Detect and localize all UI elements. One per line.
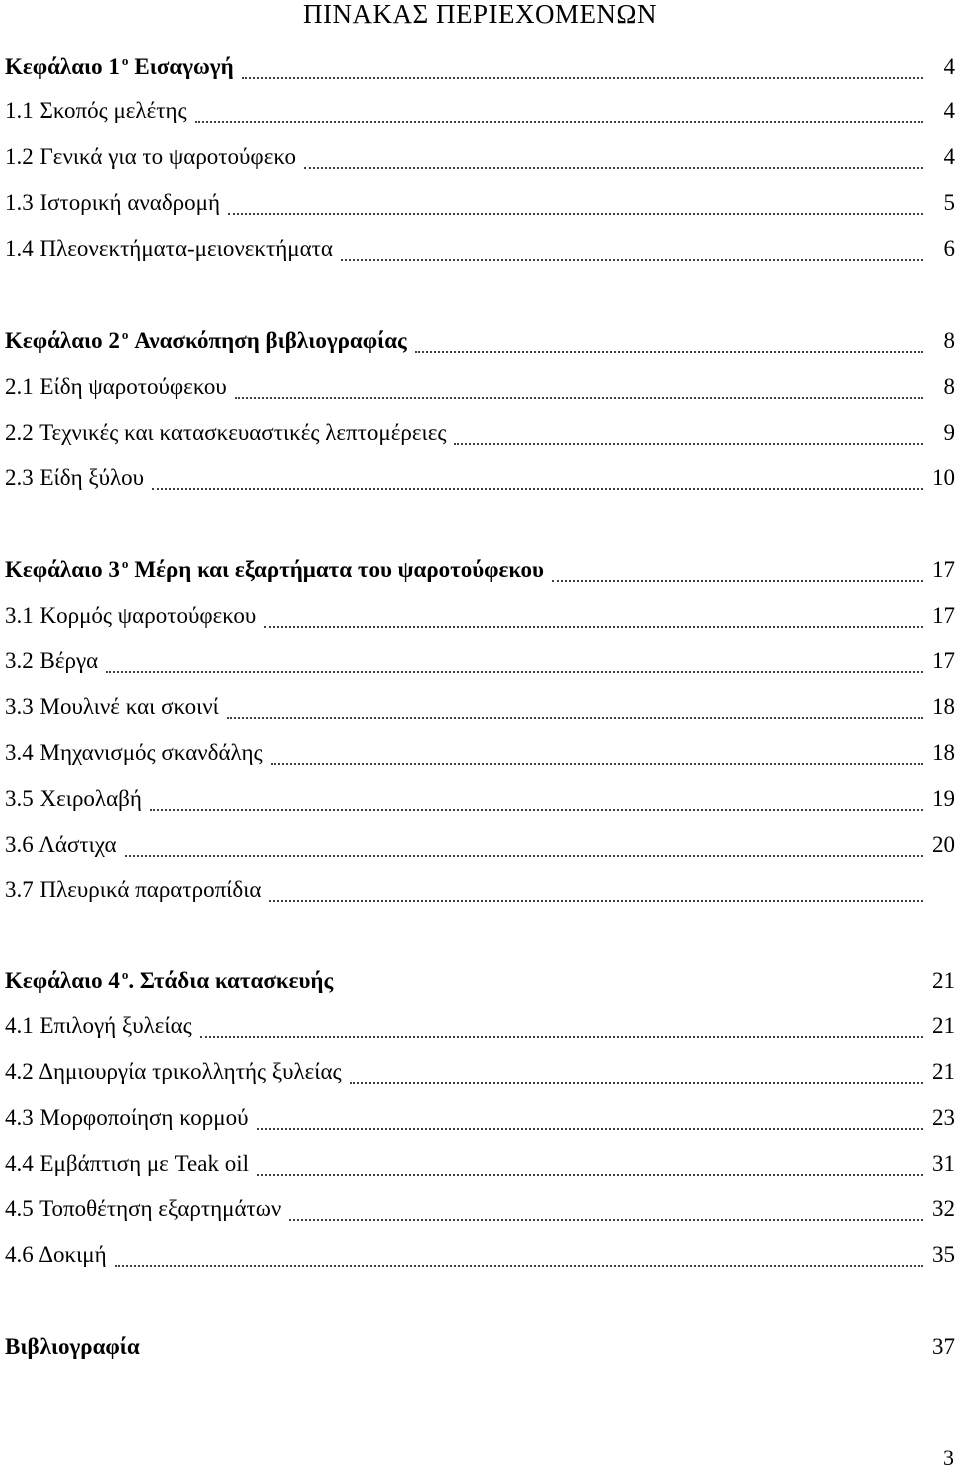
page-number: 6 <box>943 236 955 261</box>
page-number: 20 <box>932 832 955 857</box>
toc-entry-3-7[interactable] <box>5 875 955 905</box>
toc-entry-4-1[interactable] <box>5 1011 955 1041</box>
toc-chapter-4[interactable] <box>5 966 955 996</box>
entry-label: 3.2 Βέργα <box>5 648 99 673</box>
toc-chapter-3[interactable] <box>5 555 955 585</box>
page-number: 21 <box>932 1013 955 1038</box>
dot-leader <box>257 1149 923 1179</box>
chapter-label: Κεφάλαιο 2 $^o$ Ανασκόπηση βιβλιογραφίας <box>5 327 407 353</box>
dot-leader <box>289 1194 923 1224</box>
toc-entry-1-3[interactable] <box>5 188 955 218</box>
toc-entry-4-6[interactable] <box>5 1240 955 1270</box>
dot-leader <box>235 372 923 402</box>
dot-leader <box>304 142 923 172</box>
toc-entry-2-1[interactable] <box>5 372 955 402</box>
dot-leader <box>115 1240 923 1270</box>
page-number: 4 <box>943 54 955 79</box>
toc-entry-4-4[interactable] <box>5 1149 955 1179</box>
entry-label: 4.1 Επιλογή ξυλείας <box>5 1013 192 1038</box>
toc-entry-2-3[interactable] <box>5 463 955 493</box>
dot-leader <box>227 692 923 722</box>
toc-entry-4-2[interactable] <box>5 1057 955 1087</box>
page-number: 35 <box>932 1242 955 1267</box>
footer-page-number: 3 <box>943 1445 954 1470</box>
chapter-label: Κεφάλαιο 3 $^o$ Μέρη και εξαρτήματα του ψαροτούφεκου <box>5 556 544 582</box>
page-number: 18 <box>932 694 955 719</box>
toc-entry-1-4[interactable] <box>5 234 955 264</box>
page-number: 32 <box>932 1196 955 1221</box>
entry-label: 4.6 Δοκιμή <box>5 1242 107 1267</box>
toc-bibliography[interactable] <box>5 1332 955 1362</box>
dot-leader <box>195 96 923 126</box>
dot-leader <box>150 784 923 814</box>
entry-label: 1.3 Ιστορική αναδρομή <box>5 190 221 215</box>
dot-leader <box>106 646 923 676</box>
toc-chapter-2[interactable] <box>5 326 955 356</box>
chapter-label: Κεφάλαιο 1 $^o$ Εισαγωγή <box>5 53 234 79</box>
entry-label: 3.5 Χειρολαβή <box>5 786 142 811</box>
page-number: 18 <box>932 740 955 765</box>
dot-leader <box>242 52 923 82</box>
dot-leader <box>228 188 923 218</box>
entry-label: 4.5 Τοποθέτηση εξαρτημάτων <box>5 1196 282 1221</box>
page-number: 5 <box>943 190 955 215</box>
toc-entry-3-6[interactable] <box>5 830 955 860</box>
page-number: 17 <box>932 603 955 628</box>
page-number: 9 <box>943 420 955 445</box>
page-title: ΠΙΝΑΚΑΣ ΠΕΡΙΕΧΟΜΕΝΩΝ <box>303 0 657 29</box>
toc-chapter-1[interactable] <box>5 52 955 82</box>
page-number: 31 <box>932 1151 955 1176</box>
entry-label: 4.4 Εμβάπτιση με Teak oil <box>5 1151 249 1176</box>
entry-label: 3.7 Πλευρικά παρατροπίδια <box>5 877 262 902</box>
entry-label: 3.1 Κορμός ψαροτούφεκου <box>5 603 257 628</box>
page-number: 10 <box>932 465 955 490</box>
dot-leader <box>415 326 923 356</box>
dot-leader <box>271 738 923 768</box>
entry-label: 3.3 Μουλινέ και σκοινί <box>5 694 219 719</box>
toc-entry-1-2[interactable] <box>5 142 955 172</box>
entry-label: 3.6 Λάστιχα <box>5 832 117 857</box>
page-number: 21 <box>932 1059 955 1084</box>
entry-label: 4.2 Δημιουργία τρικολλητής ξυλείας <box>5 1059 342 1084</box>
page-number: 19 <box>932 786 955 811</box>
chapter-label: Κεφάλαιο 4 $^o$. Στάδια κατασκευής <box>5 967 334 993</box>
dot-leader <box>264 601 923 631</box>
page-number: 4 <box>943 144 955 169</box>
toc-entry-3-2[interactable] <box>5 646 955 676</box>
entry-label: 2.1 Είδη ψαροτούφεκου <box>5 374 227 399</box>
toc-entry-1-1[interactable] <box>5 96 955 126</box>
page-number: 23 <box>932 1105 955 1130</box>
dot-leader <box>269 875 923 905</box>
dot-leader <box>125 830 923 860</box>
toc-entry-3-1[interactable] <box>5 601 955 631</box>
page-number: 4 <box>943 98 955 123</box>
toc-entry-4-5[interactable] <box>5 1194 955 1224</box>
entry-label: 1.4 Πλεονεκτήματα-μειονεκτήματα <box>5 236 333 261</box>
entry-label: 4.3 Μορφοποίηση κορμού <box>5 1105 249 1130</box>
entry-label: 1.1 Σκοπός μελέτης <box>5 98 187 123</box>
entry-label: 2.2 Τεχνικές και κατασκευαστικές λεπτομέρειες <box>5 420 447 445</box>
entry-label: 3.4 Μηχανισμός σκανδάλης <box>5 740 263 765</box>
page-number: 8 <box>943 328 955 353</box>
dot-leader <box>341 234 923 264</box>
toc-entry-3-3[interactable] <box>5 692 955 722</box>
entry-label: 1.2 Γενικά για το ψαροτούφεκο <box>5 144 296 169</box>
dot-leader <box>350 1057 923 1087</box>
dot-leader <box>454 418 923 448</box>
toc-entry-2-2[interactable] <box>5 418 955 448</box>
page-number: 17 <box>932 648 955 673</box>
dot-leader <box>200 1011 923 1041</box>
dot-leader <box>552 555 923 585</box>
dot-leader <box>152 463 923 493</box>
entry-label: 2.3 Είδη ξύλου <box>5 465 145 490</box>
chapter-label: Βιβλιογραφία <box>5 1334 140 1359</box>
page-number: 21 <box>932 968 955 993</box>
page-number: 8 <box>943 374 955 399</box>
toc-entry-3-4[interactable] <box>5 738 955 768</box>
page-number: 17 <box>932 557 955 582</box>
dot-leader <box>257 1103 924 1133</box>
toc-entry-3-5[interactable] <box>5 784 955 814</box>
page-number: 37 <box>932 1334 955 1359</box>
toc-entry-4-3[interactable] <box>5 1103 955 1133</box>
